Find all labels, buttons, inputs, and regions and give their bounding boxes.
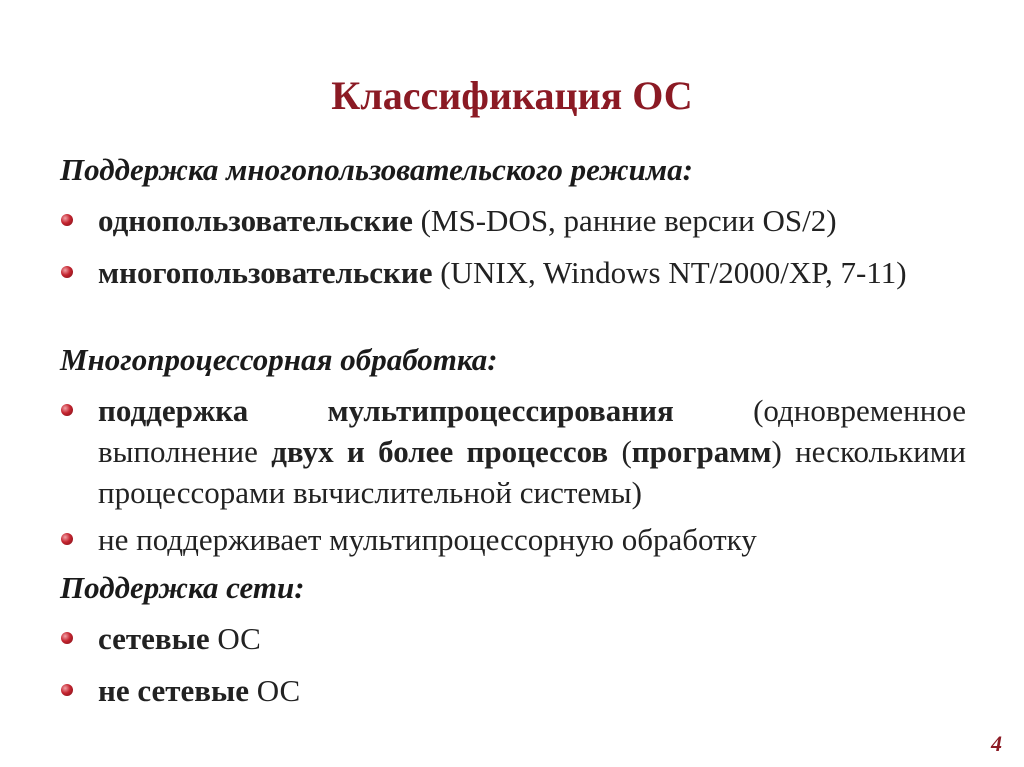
section-heading-network: Поддержка сети:: [60, 570, 305, 605]
bullet-icon: [61, 533, 73, 545]
slide-title: Классификация ОС: [331, 73, 693, 118]
item-term: двух и более процессов: [271, 434, 609, 469]
page-number: 4: [991, 731, 1002, 756]
item-term: поддержка мультипроцессирования: [98, 393, 674, 428]
item-term: не сетевые: [98, 673, 249, 708]
item-text: ) несколькими процессорами вычислительной системы): [98, 434, 967, 510]
list-item-multiprocessing-support: [98, 390, 966, 513]
bullet-icon: [61, 632, 73, 644]
item-term: многопользовательские: [98, 255, 433, 290]
list-item-network-os: [98, 618, 261, 659]
bullet-icon: [61, 684, 73, 696]
section-heading-multiuser: Поддержка многопользовательского режима:: [60, 152, 693, 187]
bullet-icon: [61, 266, 73, 278]
bullet-icon: [61, 214, 73, 226]
list-item-single-user: [98, 200, 837, 241]
item-text: не поддерживает мультипроцессорную обработку: [98, 522, 757, 557]
item-text: (MS-DOS, ранние версии OS/2): [412, 203, 837, 238]
list-item-no-multiprocessing: [98, 519, 757, 560]
bullet-icon: [61, 404, 73, 416]
item-term: программ: [631, 434, 772, 469]
list-item-multi-user: [98, 252, 938, 293]
item-text: ОС: [248, 673, 301, 708]
list-item-non-network-os: [98, 670, 300, 711]
item-text: (UNIX, Windows NT/2000/XP, 7-11): [432, 255, 907, 290]
item-term: сетевые: [98, 621, 210, 656]
item-text: ОС: [209, 621, 261, 656]
item-term: однопользовательские: [98, 203, 413, 238]
item-text: (: [608, 434, 632, 469]
section-heading-multiprocessing: Многопроцессорная обработка:: [60, 342, 498, 377]
item-text: (одновременное выполнение: [98, 393, 966, 469]
